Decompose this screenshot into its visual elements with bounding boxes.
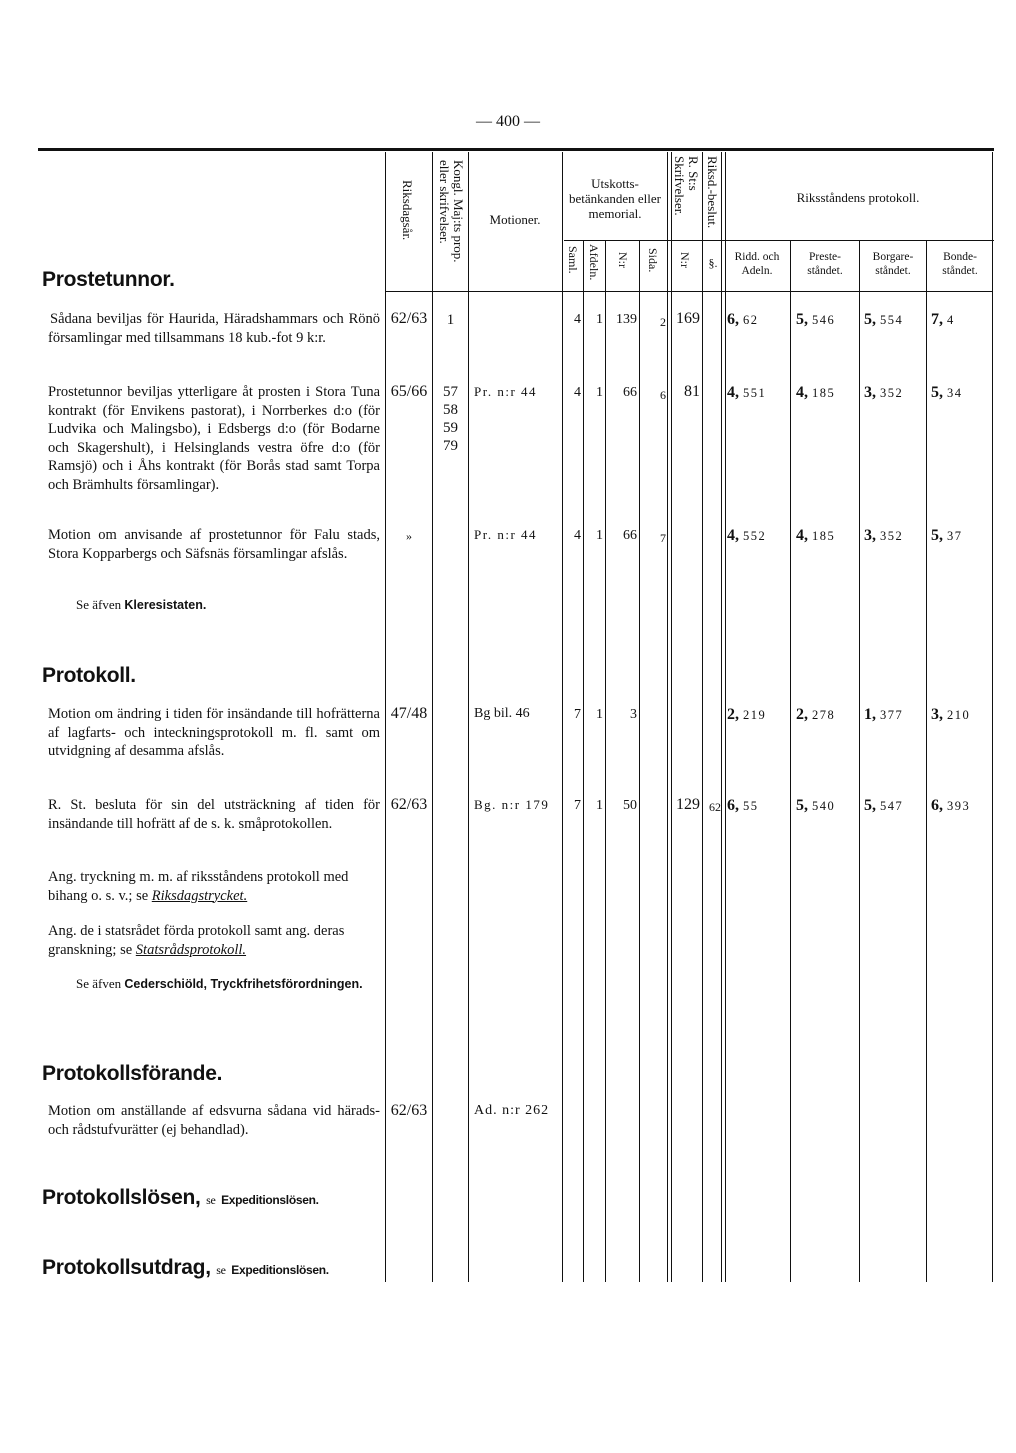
cell-nr: 3 bbox=[630, 707, 637, 722]
header-borgare: Borgare- ståndet. bbox=[872, 251, 914, 277]
cell-afd: 1 bbox=[596, 528, 603, 543]
header-riksdagsar: Riksdagsår. bbox=[400, 180, 415, 241]
cell-preste: 5, 546 bbox=[796, 311, 836, 328]
cell-saml: 4 bbox=[574, 528, 581, 543]
cell-bonde: 3, 210 bbox=[931, 706, 971, 723]
col-rule bbox=[790, 240, 791, 1282]
entry-text: Motion om anvisande af prostetunnor för Falu stads, Stora Kopparbergs och Säfsnäs församlingar afslås. bbox=[48, 527, 380, 562]
cell-rst: 81 bbox=[684, 383, 700, 400]
cell-year: 65/66 bbox=[390, 383, 428, 400]
cell-sida: 7 bbox=[660, 531, 666, 545]
cell-preste: 2, 278 bbox=[796, 706, 836, 723]
header-sida: Sida. bbox=[646, 248, 660, 273]
cell-afd: 1 bbox=[596, 707, 603, 722]
header-bonde: Bonde- ståndet. bbox=[942, 251, 978, 277]
cell-rst: 129 bbox=[676, 796, 700, 813]
cell-borgare: 5, 554 bbox=[864, 311, 904, 328]
cell-motion: Ad. n:r 262 bbox=[474, 1103, 550, 1118]
cell-saml: 7 bbox=[574, 707, 581, 722]
cell-preste: 4, 185 bbox=[796, 384, 836, 401]
entry-text: Prostetunnor beviljas ytterligare åt prosten i Stora Tuna kontrakt (för Envikens pastorat), i Norrberkes d:o (för Ludvika och Malingsbo), i Edsbergs d:o (för Bodarne och Skagershult), i Helsinglands vestra öfre d:o (för Ramsjö) och i Åhs kontrakt (för Borås stad samt Torpa och Brämhults församlingar). bbox=[48, 384, 380, 493]
entry-text: Ang. tryckning m. m. af riksståndens protokoll med bihang o. s. v.; se Riksdagstrycket. bbox=[48, 869, 349, 904]
cell-motion: Bg. n:r 179 bbox=[474, 797, 550, 812]
header-subrule bbox=[564, 240, 994, 241]
entry-text: Ang. de i statsrådet förda protokoll samt ang. deras granskning; se Statsrådsprotokoll. bbox=[48, 923, 345, 958]
cell-bonde: 6, 393 bbox=[931, 797, 971, 814]
header-riksd-beslut: Riksd.-beslut. bbox=[705, 156, 720, 229]
entry-text: Sådana beviljas för Haurida, Häradshammars och Rönö församlingar med tillsammans 18 kub.-fot 9 k:r. bbox=[48, 311, 380, 346]
cell-nr: 66 bbox=[623, 385, 637, 400]
see-also: Se äfven Cederschiöld, Tryckfrihetsförordningen. bbox=[76, 976, 363, 991]
cell-bonde: 5, 37 bbox=[931, 527, 963, 544]
cell-borgare: 3, 352 bbox=[864, 384, 904, 401]
cell-bonde: 7, 4 bbox=[931, 311, 955, 328]
cell-sida: 2 bbox=[660, 315, 666, 329]
cell-kongl: 59 bbox=[443, 420, 458, 436]
cell-nr: 139 bbox=[616, 312, 637, 327]
header-preste: Preste- ståndet. bbox=[807, 251, 843, 277]
col-rule bbox=[992, 152, 993, 1282]
cell-afd: 1 bbox=[596, 385, 603, 400]
cell-sida: 6 bbox=[660, 388, 666, 402]
header-utskotts: Utskotts- betänkanden eller memorial. bbox=[568, 176, 662, 221]
header-motioner: Motioner. bbox=[489, 212, 541, 227]
cell-motion: Pr. n:r 44 bbox=[474, 527, 538, 542]
cell-ridd: 4, 551 bbox=[727, 384, 767, 401]
cell-borgare: 3, 352 bbox=[864, 527, 904, 544]
cell-ridd: 6, 55 bbox=[727, 797, 759, 814]
header-riksstandens: Riksståndens protokoll. bbox=[796, 190, 920, 205]
cell-year: 47/48 bbox=[390, 705, 428, 722]
cell-afd: 1 bbox=[596, 798, 603, 813]
cell-ridd: 2, 219 bbox=[727, 706, 767, 723]
cell-bonde: 5, 34 bbox=[931, 384, 963, 401]
header-nr2: N:r bbox=[678, 252, 692, 268]
cell-year: 62/63 bbox=[390, 310, 428, 327]
cross-reference-link[interactable]: Statsrådsprotokoll. bbox=[135, 941, 247, 958]
header-nr: N:r bbox=[616, 252, 630, 268]
header-afdeln: Afdeln. bbox=[587, 244, 601, 281]
cell-saml: 4 bbox=[574, 312, 581, 327]
cell-kongl: 57 bbox=[443, 384, 458, 400]
cell-motion: Pr. n:r 44 bbox=[474, 384, 538, 399]
header-rsts: R. St:s Skrifvelser. bbox=[672, 156, 701, 216]
cell-year: » bbox=[406, 529, 412, 543]
col-rule bbox=[468, 152, 469, 1282]
cell-paragraph: 62 bbox=[709, 800, 721, 814]
cell-rst: 169 bbox=[676, 310, 700, 327]
cell-ridd: 6, 62 bbox=[727, 311, 759, 328]
cell-nr: 50 bbox=[623, 798, 637, 813]
entry-text: Motion om anställande af edsvurna sådana vid härads- och rådstufvurätter (ej behandlad). bbox=[48, 1103, 380, 1138]
cell-year: 62/63 bbox=[390, 1102, 428, 1119]
cell-saml: 7 bbox=[574, 798, 581, 813]
col-rule bbox=[721, 152, 726, 1282]
cross-reference-link[interactable]: Expeditionslösen. bbox=[231, 1263, 329, 1277]
cell-borgare: 5, 547 bbox=[864, 797, 904, 814]
section-heading-protokollsforande: Protokollsförande. bbox=[42, 1062, 223, 1085]
col-rule bbox=[859, 240, 860, 1282]
header-saml: Saml. bbox=[566, 246, 580, 274]
section-heading-protokollsutdrag: Protokollsutdrag, se Expeditionslösen. bbox=[42, 1256, 329, 1279]
cell-kongl: 1 bbox=[446, 312, 455, 328]
cell-motion: Bg bil. 46 bbox=[474, 706, 530, 721]
header-kongl: Kongl. Maj:ts prop. eller skrifvelser. bbox=[437, 160, 466, 263]
cell-year: 62/63 bbox=[390, 796, 428, 813]
cell-preste: 5, 540 bbox=[796, 797, 836, 814]
see-also: Se äfven Kleresistaten. bbox=[76, 597, 207, 612]
cross-reference-link[interactable]: Expeditionslösen. bbox=[221, 1193, 319, 1207]
cell-saml: 4 bbox=[574, 385, 581, 400]
section-heading-protokoll: Protokoll. bbox=[42, 664, 136, 687]
col-rule bbox=[702, 152, 703, 1282]
header-bottom-rule bbox=[386, 291, 992, 292]
table-top-rule bbox=[38, 148, 994, 151]
cell-nr: 66 bbox=[623, 528, 637, 543]
col-rule bbox=[926, 240, 927, 1282]
see-also-link[interactable]: Cederschiöld, Tryckfrihetsförordningen. bbox=[124, 977, 363, 991]
header-paragraph: §. bbox=[708, 256, 718, 270]
cell-borgare: 1, 377 bbox=[864, 706, 904, 723]
page-number: — 400 — bbox=[476, 113, 540, 130]
cell-afd: 1 bbox=[596, 312, 603, 327]
cross-reference-link[interactable]: Riksdagstrycket. bbox=[151, 887, 248, 904]
cell-preste: 4, 185 bbox=[796, 527, 836, 544]
entry-text: Motion om ändring i tiden för insändande till hofrätterna af lagfarts- och inteckningsprotokoll m. fl. samt om utvidgning af desamma afslås. bbox=[48, 706, 380, 759]
entry-text: R. St. besluta för sin del utsträckning af tiden för insändande till hofrätt af de s. k. småprotokollen. bbox=[48, 797, 380, 832]
header-ridd: Ridd. och Adeln. bbox=[734, 251, 780, 277]
cell-ridd: 4, 552 bbox=[727, 527, 767, 544]
cell-kongl: 79 bbox=[443, 438, 458, 454]
section-heading-protokollslosen: Protokollslösen, se Expeditionslösen. bbox=[42, 1186, 319, 1209]
see-also-link[interactable]: Kleresistaten. bbox=[124, 598, 207, 612]
cell-kongl: 58 bbox=[443, 402, 458, 418]
section-heading-prostetunnor: Prostetunnor. bbox=[42, 268, 175, 291]
